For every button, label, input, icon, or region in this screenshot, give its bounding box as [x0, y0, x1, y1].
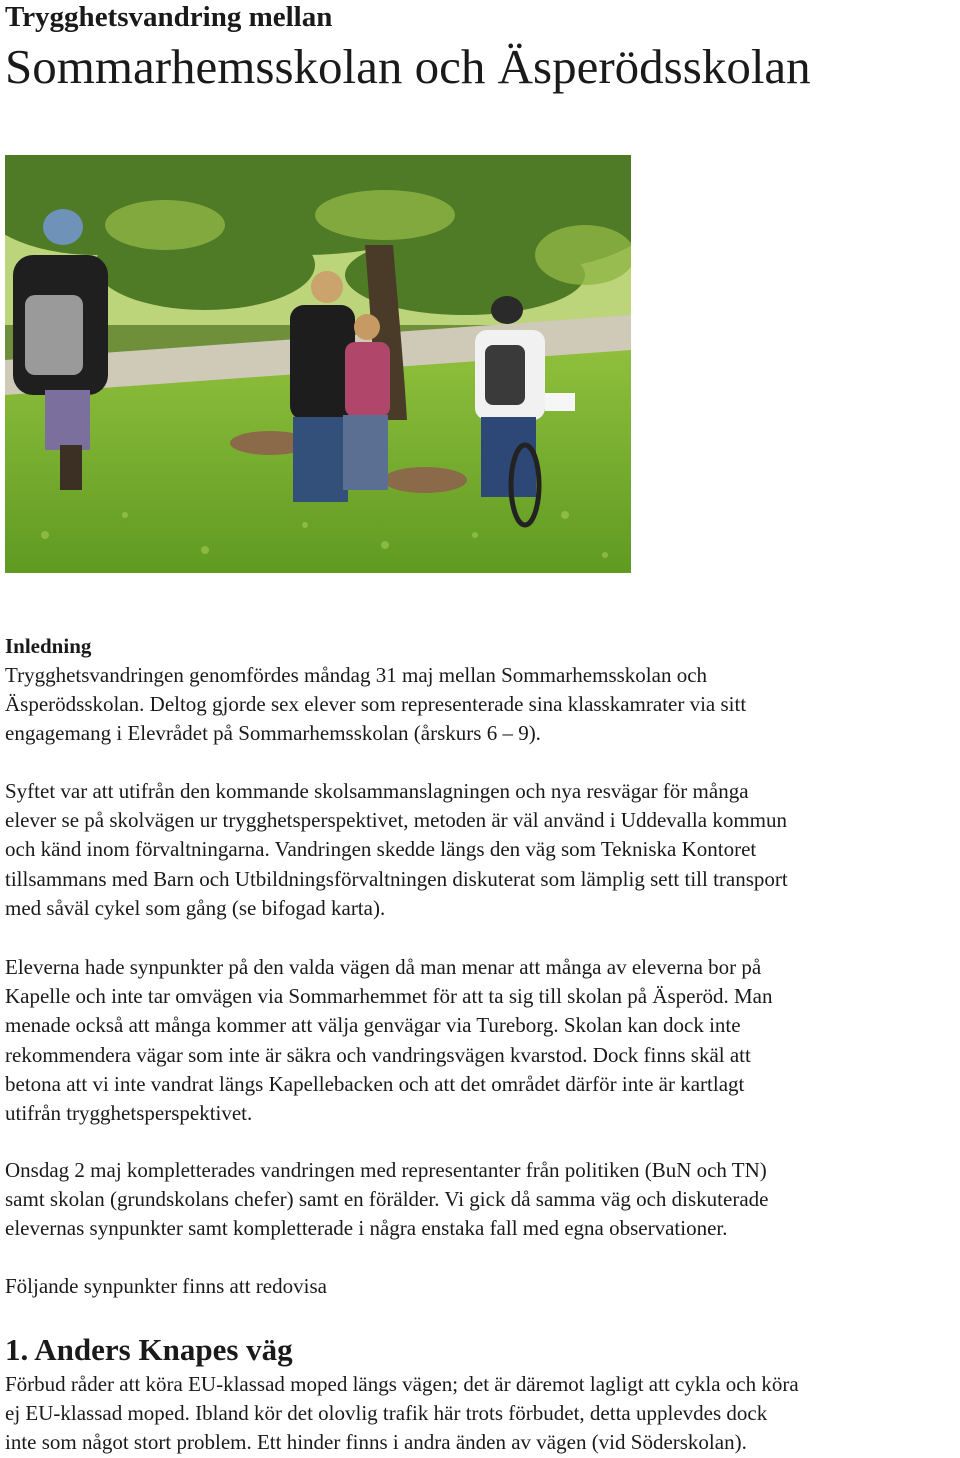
text-line: inte som något stort problem. Ett hinder finns i andra änden av vägen (vid Söderskolan).: [5, 1430, 747, 1455]
text-line: menade också att många kommer att välja genvägar via Tureborg. Skolan kan dock inte: [5, 1013, 741, 1038]
text-line: Förbud råder att köra EU-klassad moped längs vägen; det är däremot lagligt att cykla och köra: [5, 1372, 799, 1396]
text-line: tillsammans med Barn och Utbildningsförvaltningen diskuterat som lämplig sett till transport: [5, 866, 788, 891]
text-line: Äsperödsskolan. Deltog gjorde sex elever som representerade sina klasskamrater via sitt: [5, 692, 747, 717]
paragraph-intro-1: [5, 661, 960, 749]
text-line: elever se på skolvägen ur trygghetsperspektivet, metoden är väl använd i Uddevalla kommun: [5, 808, 788, 833]
text-line: betona att vi inte vandrat längs Kapellebacken och att det området därför inte är kartlagt: [5, 1071, 745, 1096]
text-line: engagemang i Elevrådet på Sommarhemsskolan (årskurs 6 – 9).: [5, 721, 541, 746]
text-line: ej EU-klassad moped. Ibland kör det olovlig trafik här trots förbudet, detta upplevdes dock: [5, 1401, 768, 1426]
text-line: med såväl cykel som gång (se bifogad karta).: [5, 895, 386, 920]
section-heading-inledning: Inledning: [5, 634, 92, 658]
text-line: Kapelle och inte tar omvägen via Sommarhemmet för att ta sig till skolan på Äsperöd. Man: [5, 984, 773, 1009]
text-line: rekommendera vägar som inte är säkra och vandringsvägen kvarstod. Dock finns skäl att: [5, 1042, 751, 1067]
text-line: samt skolan (grundskolans chefer) samt en förälder. Vi gick då samma väg och diskuterade: [5, 1187, 769, 1212]
document-title-line2: Sommarhemsskolan och Äsperödsskolan: [5, 39, 811, 94]
text-line: Följande synpunkter finns att redovisa: [5, 1274, 327, 1298]
document-title-line1: Trygghetsvandring mellan: [5, 1, 333, 33]
text-line: Eleverna hade synpunkter på den valda vägen då man menar att många av eleverna bor på: [5, 955, 762, 979]
paragraph-intro-4: [5, 1156, 960, 1244]
text-line: Syftet var att utifrån den kommande skolsammanslagningen och nya resvägar för många: [5, 779, 749, 803]
paragraph-intro-2: [5, 777, 960, 923]
text-line: utifrån trygghetsperspektivet.: [5, 1101, 253, 1126]
section-heading-anders-knapes-vag: 1. Anders Knapes väg: [5, 1332, 293, 1367]
paragraph-section1-1: [5, 1370, 960, 1458]
text-line: och känd inom förvaltningarna. Vandringen skedde längs den väg som Tekniska Kontoret: [5, 837, 757, 862]
photo-students-walking-on-grass: [5, 155, 631, 573]
text-line: Trygghetsvandringen genomfördes måndag 31 maj mellan Sommarhemsskolan och: [5, 663, 708, 687]
text-line: elevernas synpunkter samt kompletterade i några enstaka fall med egna observationer.: [5, 1216, 728, 1241]
text-line: Onsdag 2 maj kompletterades vandringen med representanter från politiken (BuN och TN): [5, 1158, 767, 1182]
paragraph-intro-3: [5, 953, 960, 1128]
paragraph-intro-5: [5, 1272, 960, 1301]
